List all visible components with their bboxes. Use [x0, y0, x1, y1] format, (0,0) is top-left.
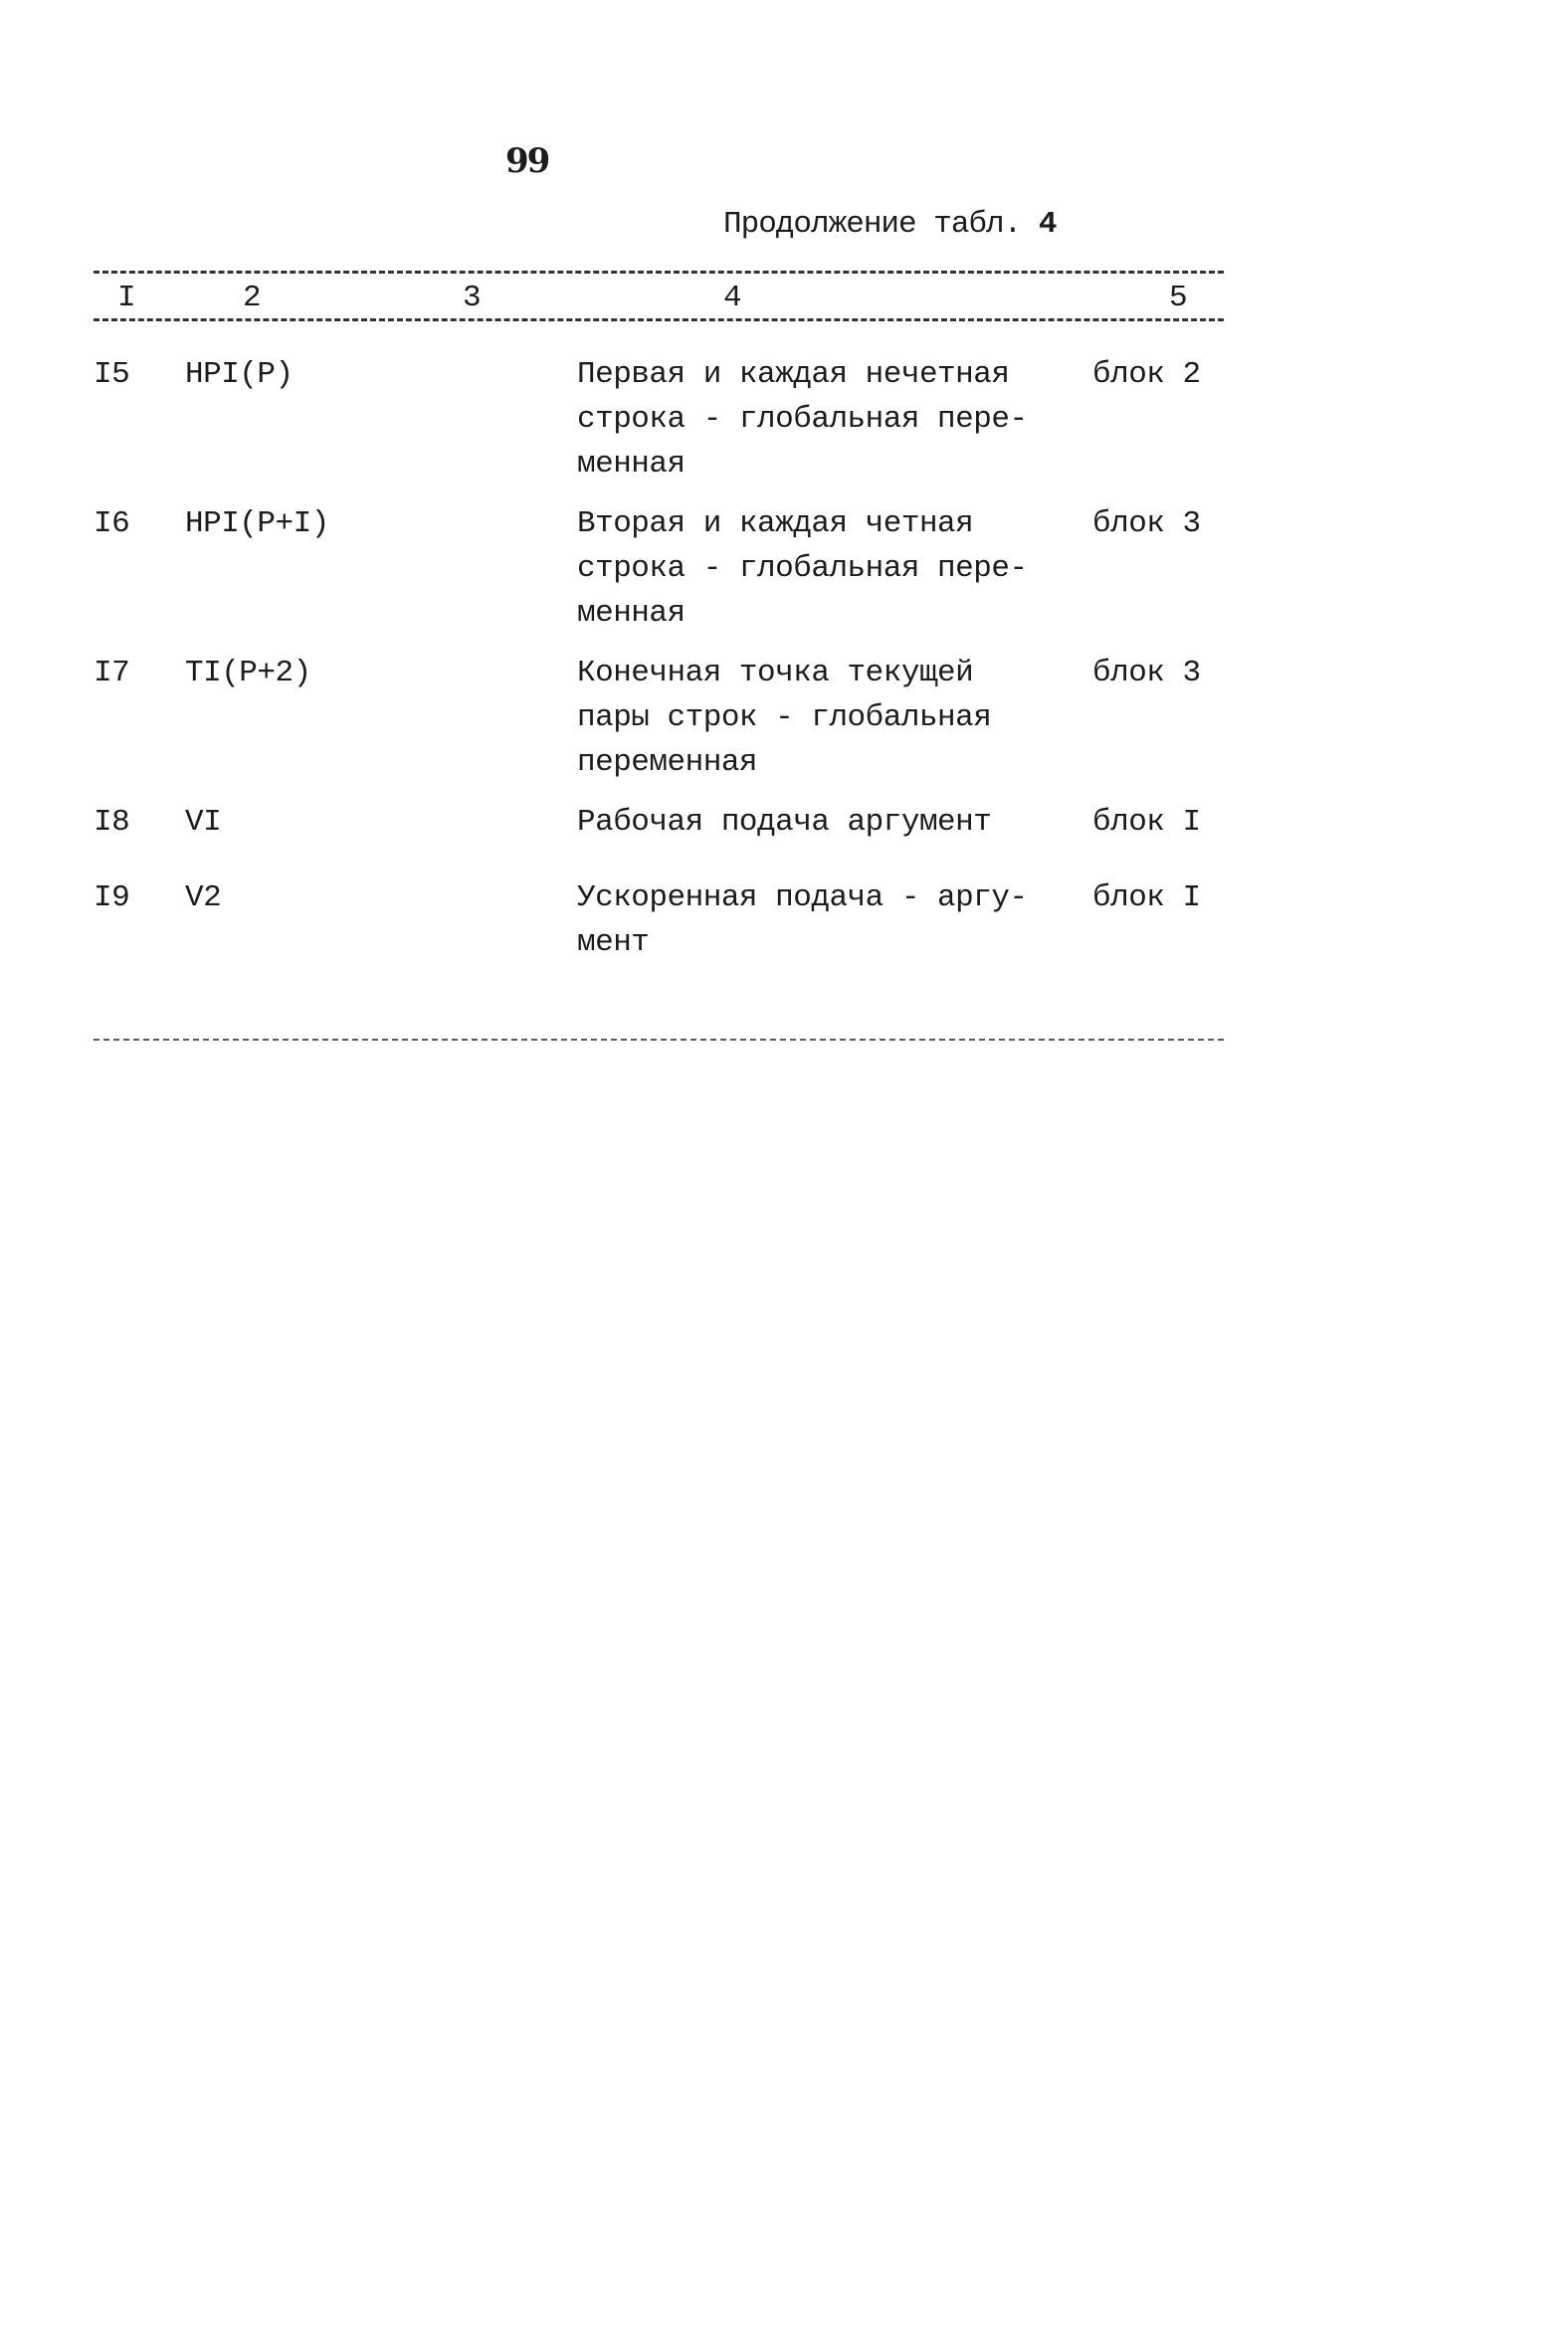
continuation-text: Продолжение табл.	[723, 207, 1022, 242]
row-number: I5	[94, 357, 130, 392]
row-number: I7	[94, 656, 130, 690]
page-number: 99	[505, 141, 549, 181]
row-block: блок I	[1092, 805, 1201, 840]
row-block: блок 2	[1092, 357, 1201, 392]
row-description: Ускоренная подача - аргу- мент	[577, 880, 1028, 960]
row-number: I9	[94, 880, 130, 915]
row-block: блок I	[1092, 880, 1201, 915]
row-number: I6	[94, 506, 130, 541]
row-block: блок 3	[1092, 656, 1201, 690]
row-identifier: TI(P+2)	[185, 656, 311, 690]
header-col-1: I	[117, 281, 136, 315]
row-identifier: V2	[185, 880, 222, 915]
header-col-4: 4	[723, 281, 742, 315]
row-description: Первая и каждая нечетная строка - глобальная пере- менная	[577, 357, 1028, 482]
row-description: Конечная точка текущей пары строк - глобальная переменная	[577, 656, 992, 780]
header-col-2: 2	[243, 281, 262, 315]
row-description: Рабочая подача аргумент	[577, 805, 992, 840]
header-col-3: 3	[463, 281, 482, 315]
row-identifier: HPI(P+I)	[185, 506, 329, 541]
row-number: I8	[94, 805, 130, 840]
table-bottom-rule	[94, 1039, 1224, 1041]
header-bottom-rule	[94, 318, 1224, 321]
row-description: Вторая и каждая четная строка - глобальная пере- менная	[577, 506, 1028, 631]
table-continuation-caption	[723, 207, 1056, 242]
row-block: блок 3	[1092, 506, 1201, 541]
table-number: 4	[1038, 207, 1057, 242]
header-col-5: 5	[1169, 281, 1188, 315]
row-identifier: VI	[185, 805, 222, 840]
header-top-rule	[94, 271, 1224, 274]
row-identifier: HPI(P)	[185, 357, 294, 392]
